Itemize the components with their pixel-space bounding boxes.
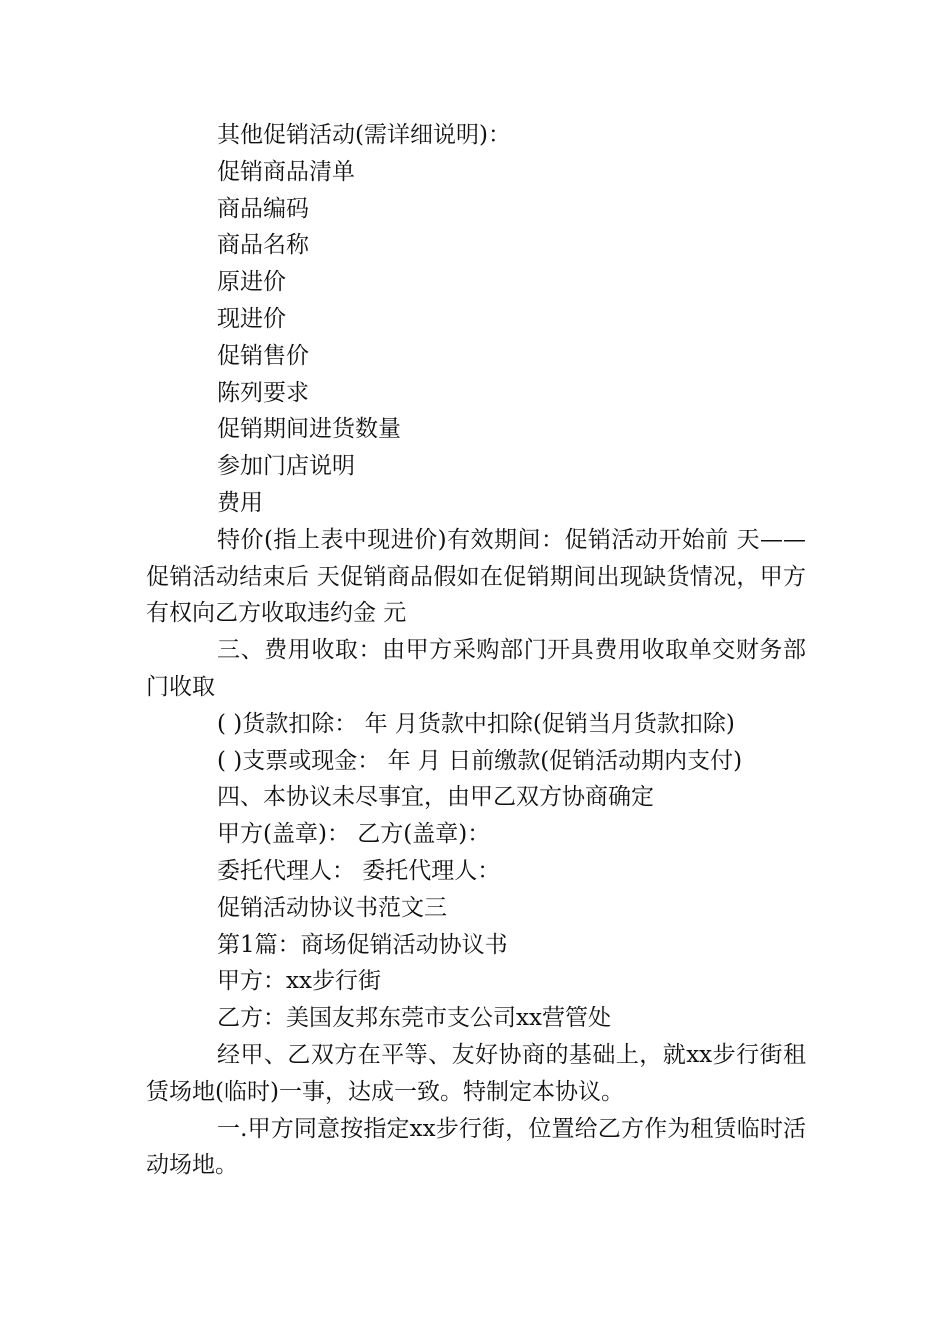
paragraph-article-one-title: 第1篇：商场促销活动协议书 [217,931,508,958]
paragraph-product-name: 商品名称 [217,232,309,259]
paragraph-special-price-period: 特价(指上表中现进价)有效期间：促销活动开始前 天——促销活动结束后 天促销商品假如在促销期间出现缺货情况，甲方有权向乙方收取违约金 元 [146,526,806,627]
paragraph-product-code: 商品编码 [217,195,309,222]
paragraph-fee-collection: 三、费用收取：由甲方采购部门开具费用收取单交财务部门收取 [146,637,806,700]
paragraph-product-list: 促销商品清单 [217,158,355,185]
paragraph-seals: 甲方(盖章)： 乙方(盖章)： [217,821,491,848]
paragraph-party-a: 甲方：xx步行街 [217,968,381,995]
paragraph-agreement-basis: 经甲、乙双方在平等、友好协商的基础上，就xx步行街租赁场地(临时)一事，达成一致。特制定本协议。 [146,1041,806,1105]
paragraph-store-notes: 参加门店说明 [217,453,355,480]
paragraph-clause-one: 一.甲方同意按指定xx步行街，位置给乙方作为租赁临时活动场地。 [146,1115,806,1179]
paragraph-current-price: 现进价 [217,305,286,332]
paragraph-party-b: 乙方：美国友邦东莞市支公司xx营管处 [217,1005,611,1032]
paragraph-payment-deduction: ( )货款扣除： 年 月货款中扣除(促销当月货款扣除) [217,710,735,737]
paragraph-cheque-cash: ( )支票或现金： 年 月 日前缴款(促销活动期内支付) [217,747,743,774]
paragraph-sample-three-title: 促销活动协议书范文三 [217,894,447,921]
paragraph-promo-price: 促销售价 [217,342,309,369]
paragraph-other-promotions: 其他促销活动(需详细说明)： [217,122,511,148]
paragraph-fees: 费用 [217,489,263,516]
paragraph-stock-quantity: 促销期间进货数量 [217,416,401,443]
document-body [146,117,806,1184]
paragraph-unresolved-matters: 四、本协议未尽事宜，由甲乙双方协商确定 [217,784,654,811]
paragraph-original-price: 原进价 [217,269,286,296]
paragraph-agents: 委托代理人： 委托代理人： [217,857,501,884]
paragraph-display-requirement: 陈列要求 [217,379,309,406]
